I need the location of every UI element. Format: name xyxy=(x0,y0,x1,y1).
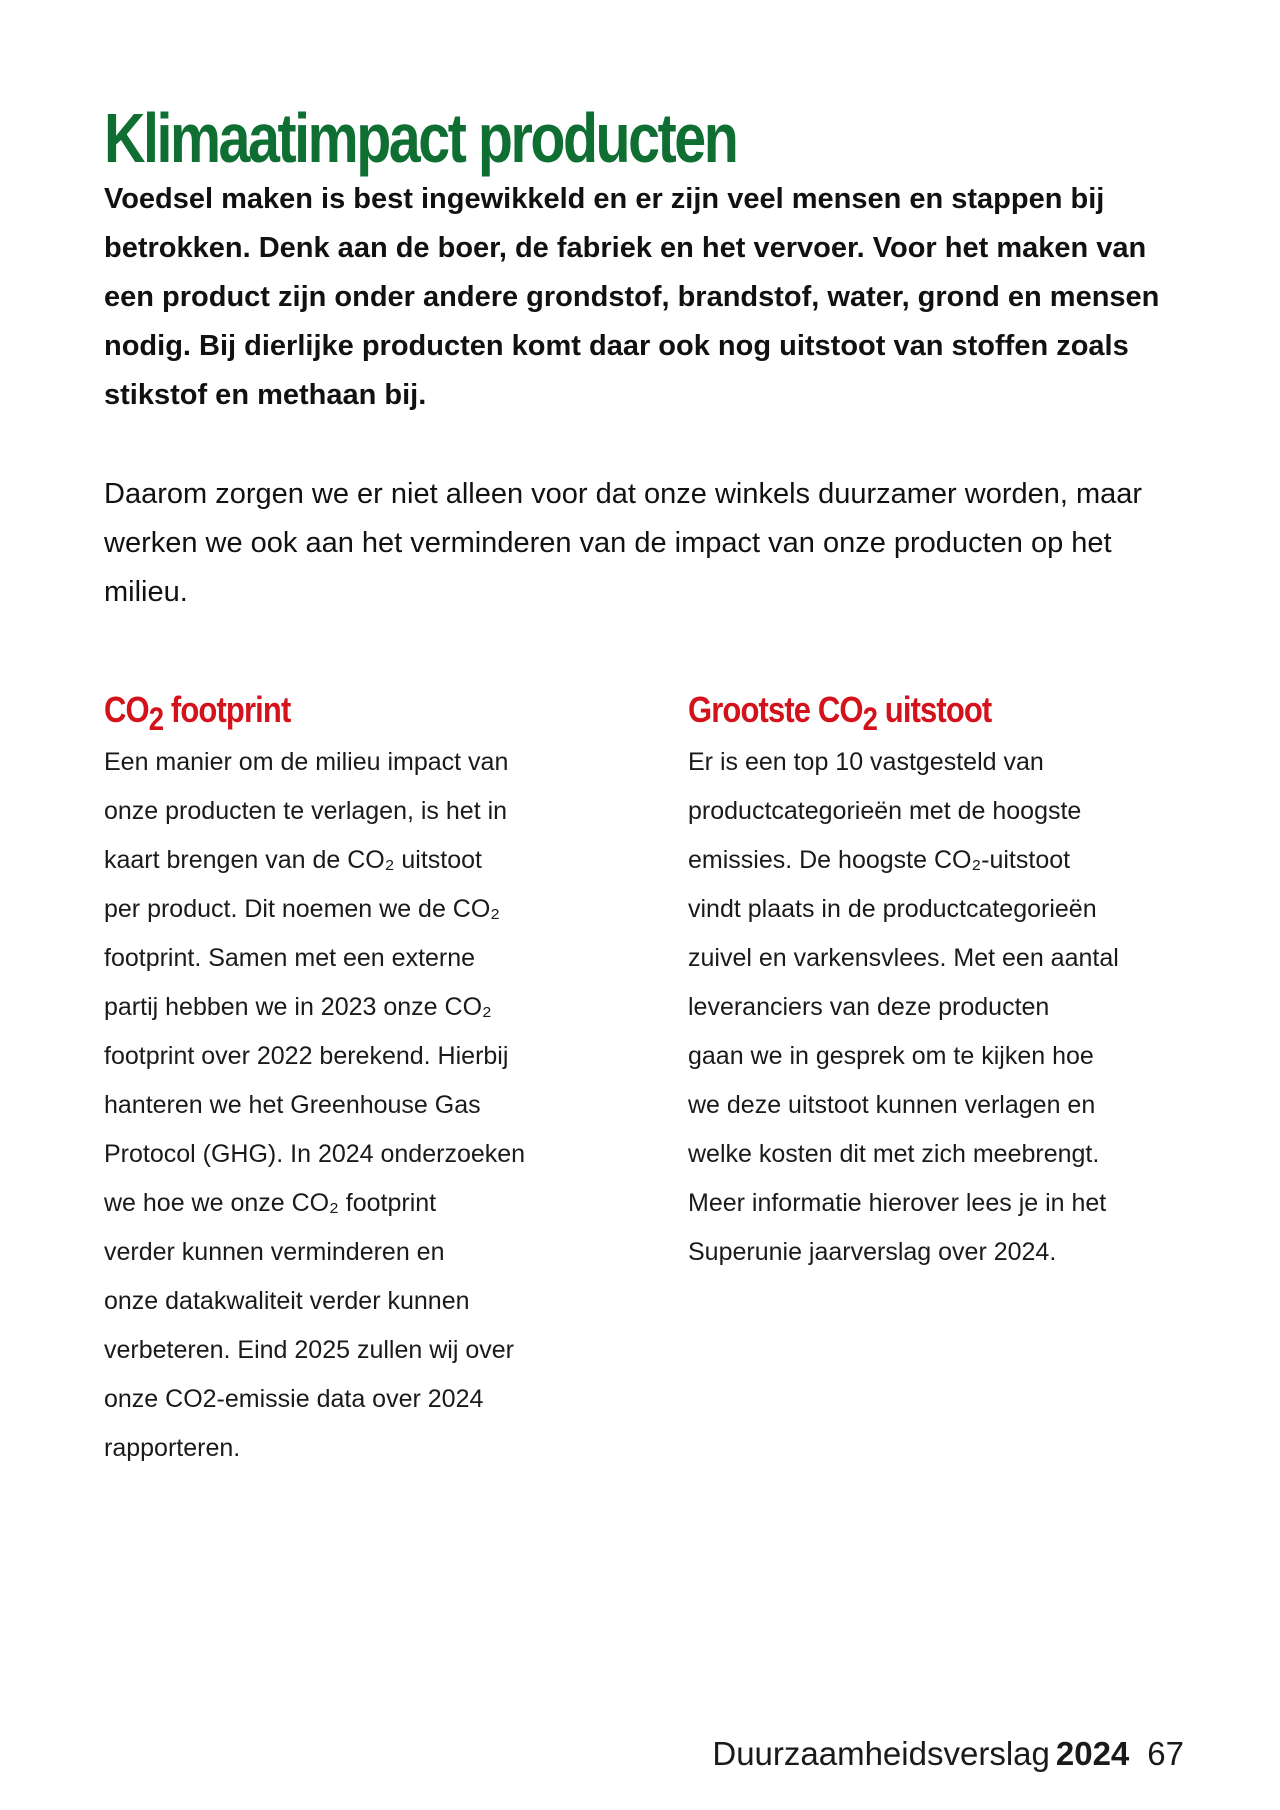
text-line: footprint. Samen met een externe xyxy=(104,944,476,972)
text-line: onze CO2-emissie data over 2024 xyxy=(104,1385,484,1413)
heading-subscript: 2 xyxy=(148,701,164,737)
text-line: partij hebben we in 2023 onze CO₂ xyxy=(104,993,492,1021)
text-line: onze producten te verlagen, is het in xyxy=(104,797,508,825)
text-line: Protocol (GHG). In 2024 onderzoeken xyxy=(104,1140,526,1168)
text-line: productcategorieën met de hoogste xyxy=(688,797,1082,825)
largest-co2-emission-column xyxy=(688,688,1188,1277)
text-line: emissies. De hoogste CO₂-uitstoot xyxy=(688,846,1071,874)
text-line: footprint over 2022 berekend. Hierbij xyxy=(104,1042,509,1070)
text-line: per product. Dit noemen we de CO₂ xyxy=(104,895,501,923)
largest-co2-emission-heading xyxy=(688,688,1118,736)
co2-footprint-body xyxy=(104,736,604,1473)
text-line: Er is een top 10 vastgesteld van xyxy=(688,748,1044,776)
text-line: onze datakwaliteit verder kunnen xyxy=(104,1287,470,1315)
page-footer xyxy=(712,1732,1184,1776)
text-line: rapporteren. xyxy=(104,1434,241,1462)
text-line: Meer informatie hierover lees je in het xyxy=(688,1189,1107,1217)
page-title: Klimaatimpact producten xyxy=(104,99,737,177)
text-line: zuivel en varkensvlees. Met een aantal xyxy=(688,944,1119,972)
heading-text: footprint xyxy=(163,689,291,730)
text-line: gaan we in gesprek om te kijken hoe xyxy=(688,1042,1094,1070)
text-line: Een manier om de milieu impact van xyxy=(104,748,509,776)
heading-subscript: 2 xyxy=(862,701,878,737)
text-line: verder kunnen verminderen en xyxy=(104,1238,445,1266)
text-line: verbeteren. Eind 2025 zullen wij over xyxy=(104,1336,514,1364)
text-line: kaart brengen van de CO₂ uitstoot xyxy=(104,846,482,874)
co2-footprint-column xyxy=(104,688,604,1473)
intro-paragraph: Voedsel maken is best ingewikkeld en er zijn veel mensen en stappen bij betrokken. Denk aan de boer, de fabriek en het vervoer. Voor het maken van een product zijn onder andere grondstof, brandstof, water, grond en mensen nodig. Bij dierlijke producten komt daar ook nog uitstoot van stoffen zoals stikstof en methaan bij. xyxy=(104,183,1160,411)
text-line: leveranciers van deze producten xyxy=(688,993,1050,1021)
text-line: welke kosten dit met zich meebrengt. xyxy=(688,1140,1100,1168)
text-line: we deze uitstoot kunnen verlagen en xyxy=(688,1091,1096,1119)
text-line: Superunie jaarverslag over 2024. xyxy=(688,1238,1057,1266)
co2-footprint-heading xyxy=(104,688,534,736)
report-year: 2024 xyxy=(1055,1735,1130,1772)
largest-co2-emission-body xyxy=(688,736,1188,1277)
text-line: vindt plaats in de productcategorieën xyxy=(688,895,1097,923)
heading-text: uitstoot xyxy=(877,689,992,730)
heading-text: CO xyxy=(104,689,149,730)
text-line: we hoe we onze CO₂ footprint xyxy=(104,1189,437,1217)
page-number: 67 xyxy=(1147,1735,1184,1772)
lead-paragraph: Daarom zorgen we er niet alleen voor dat onze winkels duurzamer worden, maar werken we ook aan het verminderen van de impact van onze producten op het milieu. xyxy=(104,478,1143,608)
text-line: hanteren we het Greenhouse Gas xyxy=(104,1091,481,1119)
report-name: Duurzaamheidsverslag xyxy=(712,1735,1050,1772)
heading-text: Grootste CO xyxy=(688,689,863,730)
